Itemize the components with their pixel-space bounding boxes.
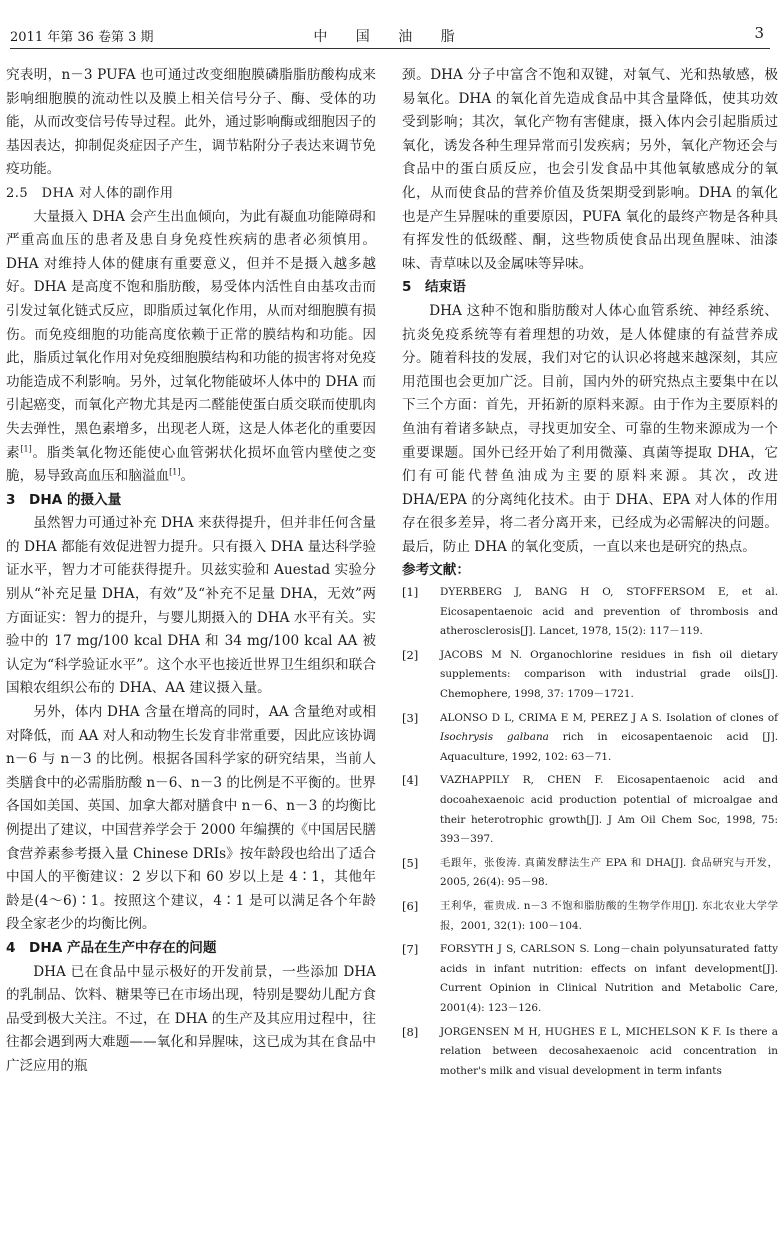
references-heading: 参考文献： — [402, 562, 470, 579]
paragraph: 究表明，n－3 PUFA 也可通过改变细胞膜磷脂脂肪酸构成来影响细胞膜的流动性以及膜上相关信号分子、酶、受体的功能，从而改变信号传导过程。此外，通过影响酶或细胞因子的基因表达，抑制促炎症因子产生，调节粘附分子表达来调节免疫功能。 — [6, 67, 376, 178]
journal-title: 中 国 油 脂 — [313, 29, 467, 45]
subsection-heading: 2.5 DHA 对人体的副作用 — [6, 185, 174, 201]
reference-text: DYERBERG J, BANG H O, STOFFERSOM E, et al. Eicosapentaenoic acid and prevention of thrombosis and atherosclerosis[J]. Lancet, 1978, 15(2): 117－119. — [440, 586, 778, 638]
section-heading: 5 结束语 — [402, 279, 466, 296]
reference-item — [402, 1023, 778, 1082]
paragraph-text: 。 — [180, 468, 195, 485]
reference-text: JACOBS M N. Organochlorine residues in fish oil dietary supplements: comparison with industrial grade oils[J]. Chemophere, 1998, 37: 1709－1721. — [440, 648, 778, 701]
reference-list — [402, 583, 778, 1081]
paragraph: 另外，体内 DHA 含量在增高的同时，AA 含量绝对或相对降低，而 AA 对人和动物生长发育非常重要，因此应该协调 n－6 与 n－3 的比例。根据各国科学家的研究结果，当前人类膳食中的必需脂肪酸 n－6、n－3 的比例是不平衡的。世界各国如美国、英国、加拿大都对膳食中 n－6、n－3 的均衡比例提出了建议，中国营养学会于 2000 年编撰的《中国居民膳食营养素参考摄入量 Chinese DRIs》按年龄段也给出了适合中国人的平衡建议：2 岁以下和 60 岁以上是 4∶1，其他年龄是(4～6)∶1。按照这个建议，4∶1 是可以满足各个年龄段全家老少的均衡比例。 — [6, 704, 376, 933]
reference-text: rich in eicosapentaenoic acid [J]. Aquaculture, 1992, 102: 63－71. — [440, 731, 779, 763]
paragraph — [6, 206, 376, 489]
reference-item — [402, 771, 778, 849]
reference-item — [402, 940, 778, 1018]
reference-number: [3] — [402, 710, 419, 725]
citation: [1] — [20, 443, 32, 453]
paragraph: 颈。DHA 分子中富含不饱和双键，对氧气、光和热敏感，极易氧化。DHA 的氧化首先造成食品中其含量降低，使其功效受到影响；其次，氧化产物有害健康，摄入体内会引起脂质过氧化，诱发各种生理异常而引发疾病；另外，氧化产物还会与食品中的蛋白质反应，也会引发食品中其他氧敏感成分的氧化，从而使食品的营养价值及货架期受到影响。DHA 的氧化也是产生异腥味的重要原因，PUFA 氧化的最终产物是各种具有挥发性的低级醛、酮，这些物质使食品出现鱼腥味、油漆味、青草味以及金属味等异味。 — [402, 67, 778, 272]
reference-text: JORGENSEN M H, HUGHES E L, MICHELSON K F. Is there a relation between decosahexaenoic acid concentration in mother's milk and visual development in term infants — [440, 1025, 778, 1077]
reference-number: [6] — [402, 898, 419, 913]
reference-species-name: Isochrysis galbana — [440, 731, 549, 744]
page-number: 3 — [754, 24, 764, 42]
paragraph: DHA 这种不饱和脂肪酸对人体心血管系统、神经系统、抗炎免疫系统等有着理想的功效，是人体健康的有益营养成分。随着科技的发展，我们对它的认识必将越来越深刻，其应用范围也会更加广泛。目前，国内外的研究热点主要集中在以下三个方面：首先，开拓新的原料来源。由于作为主要原料的鱼油有着诸多缺点，寻找更加安全、可靠的生物来源成为一个重要课题。国外已经开始了利用微藻、真菌等提取 DHA，它们有可能代替鱼油成为主要的原料来源。其次，改进 DHA/EPA 的分离纯化技术。由于 DHA、EPA 对人体的作用存在很多差异，将二者分离开来，已经成为必需解决的问题。最后，防止 DHA 的氧化变质，一直以来也是研究的热点。 — [402, 302, 778, 555]
reference-number: [7] — [402, 942, 419, 957]
reference-number: [4] — [402, 773, 419, 788]
reference-item — [402, 583, 778, 642]
reference-text: FORSYTH J S, CARLSON S. Long－chain polyunsaturated fatty acids in infant nutrition: effects on infant development[J]. Current Opinion in Clinical Nutrition and Metabolic Care, 2001(4): 123－126. — [440, 943, 778, 1014]
reference-text: 毛跟年，张俊涛. 真菌发酵法生产 EPA 和 DHA[J]. 食品研究与开发，2005, 26(4): 95－98. — [440, 856, 778, 889]
right-column — [402, 64, 778, 1085]
reference-number: [5] — [402, 855, 419, 870]
left-column — [6, 64, 376, 1079]
reference-number: [8] — [402, 1024, 419, 1039]
reference-text: 王利华，霍贵成. n－3 不饱和脂肪酸的生物学作用[J]. 东北农业大学学报，2001, 32(1): 100－104. — [440, 899, 778, 932]
reference-text: VAZHAPPILY R, CHEN F. Eicosapentaenoic acid and docoahexaenoic acid production potential of microalgae and their heterotrophic growth[J]. J Am Oil Chem Soc, 1998, 75: 393－397. — [440, 774, 778, 846]
journal-issue: 2011 年第 36 卷第 3 期 — [10, 30, 154, 45]
reference-item — [402, 854, 778, 893]
paragraph: 虽然智力可通过补充 DHA 来获得提升，但并非任何含量的 DHA 都能有效促进智力提升。只有摄入 DHA 量达科学验证水平，智力才可能获得提升。贝兹实验和 Auestad 实验分别从“补充足量 DHA，有效”及“补充不足量 DHA，无效”两方面证实：智力的提升，与婴儿期摄入的 DHA 水平有关。实验中的 17 mg/100 kcal DHA 和 34 mg/100 kcal AA 被认定为“科学验证水平”。这个水平也接近世界卫生组织和联合国粮农组织公布的 DHA、AA 建议摄入量。 — [6, 515, 376, 697]
reference-text: ALONSO D L, CRIMA E M, PEREZ J A S. Isolation of clones of — [440, 711, 778, 724]
reference-item — [402, 709, 778, 768]
reference-number: [1] — [402, 585, 419, 600]
reference-item — [402, 897, 778, 936]
paragraph-text: 大量摄入 DHA 会产生出血倾向，为此有凝血功能障碍和严重高血压的患者及患自身免疫性疾病的患者必须慎用。DHA 对维持人体的健康有重要意义，但并不是摄入越多越好。DHA 是高度不饱和脂肪酸，易受体内活性自由基攻击而引发过氧化链式反应，即脂质过氧化作用，从而对细胞膜有损伤。而免疫细胞的功能高度依赖于正常的膜结构和功能。因此，脂质过氧化作用对免疫细胞膜结构和功能的损害将对免疫功能造成不利影响。另外，过氧化物能破坏人体中的 DHA 而引起癌变，而氧化产物尤其是丙二醛能使蛋白质交联而使肌肉失去弹性，黑色素增多，出现老人斑，这是人体老化的重要因素 — [6, 208, 376, 461]
paragraph-text: 。脂类氧化物还能使心血管粥状化损坏血管内壁使之变脆，易导致高血压和脑溢血 — [6, 444, 377, 485]
section-heading: 4 DHA 产品在生产中存在的问题 — [6, 939, 217, 956]
reference-number: [2] — [402, 647, 419, 662]
section-heading: 3 DHA 的摄入量 — [6, 491, 122, 508]
running-header — [10, 18, 770, 49]
citation: [1] — [169, 467, 181, 477]
paragraph: DHA 已在食品中显示极好的开发前景，一些添加 DHA 的乳制品、饮料、糖果等已在市场出现，特别是婴幼儿配方食品受到极大关注。不过，在 DHA 的生产及其应用过程中，往往都会遇到两大难题——氧化和异腥味，这已成为其在食品中广泛应用的瓶 — [6, 963, 376, 1074]
reference-item — [402, 646, 778, 705]
